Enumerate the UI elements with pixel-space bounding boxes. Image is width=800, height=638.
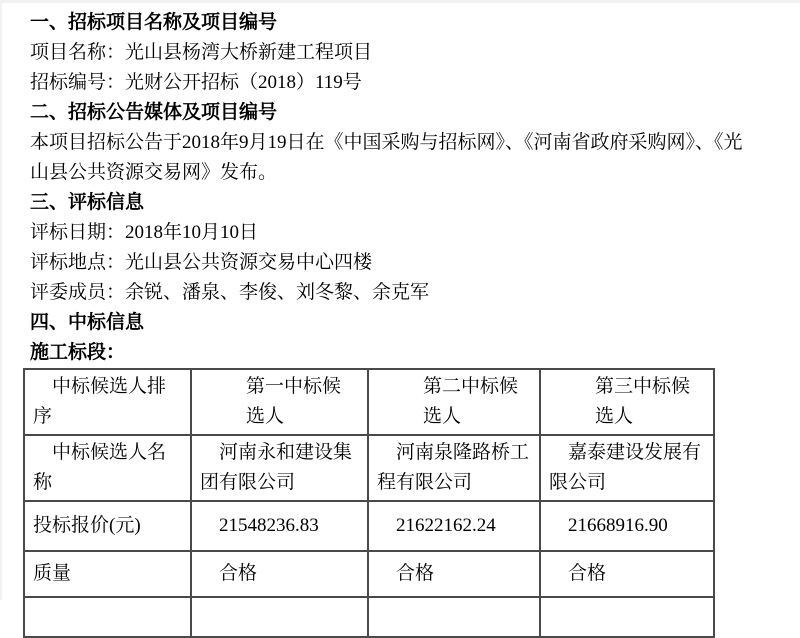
construction-section-subheading: 施工标段：: [30, 342, 126, 363]
table-cell-company-2: 河南泉隆路桥工程有限公司: [368, 435, 540, 501]
table-row-bid-price: [24, 501, 714, 551]
table-cell-company-1: 河南永和建设集团有限公司: [191, 435, 368, 501]
evaluation-date-line: 评标日期：2018年10月10日: [30, 222, 259, 243]
project-name-line: 项目名称：光山县杨湾大桥新建工程项目: [30, 42, 373, 63]
table-row-candidate-rank: [24, 369, 714, 435]
table-cell-rank-label: 中标候选人排序: [24, 369, 191, 435]
evaluation-committee-line: 评委成员：余锐、潘泉、李俊、刘冬黎、余克军: [30, 282, 430, 303]
table-cell-quality-1: 合格: [191, 551, 368, 597]
table-cell-quality-label: 质量: [24, 551, 191, 597]
table-cell-quality-3: 合格: [540, 551, 714, 597]
tender-number-line: 招标编号：光财公开招标（2018）119号: [30, 72, 362, 93]
announcement-paragraph: 本项目招标公告于2018年9月19日在《中国采购与招标网》、《河南省政府采购网》、《光山县公共资源交易网》发布。: [30, 132, 743, 183]
table-cell-name-label: 中标候选人名称: [24, 435, 191, 501]
table-row-clipped: [24, 597, 714, 637]
section1-heading: 一、招标项目名称及项目编号: [30, 12, 278, 33]
table-cell-price-2: 21622162.24: [368, 501, 540, 551]
table-cell-price-label: 投标报价(元): [24, 501, 191, 551]
table-row-candidate-names: [24, 435, 714, 501]
section4-heading: 四、中标信息: [30, 312, 145, 333]
table-cell-price-1: 21548236.83: [191, 501, 368, 551]
table-cell-company-3: 嘉泰建设发展有限公司: [540, 435, 714, 501]
table-cell-price-3: 21668916.90: [540, 501, 714, 551]
table-cell-quality-2: 合格: [368, 551, 540, 597]
section3-heading: 三、评标信息: [30, 192, 145, 213]
bid-candidates-table: [23, 368, 715, 638]
table-cell-second-candidate: 第二中标候选人: [368, 369, 540, 435]
evaluation-location-line: 评标地点：光山县公共资源交易中心四楼: [30, 252, 373, 273]
table-cell-third-candidate: 第三中标候选人: [540, 369, 714, 435]
table-row-quality: [24, 551, 714, 597]
table-cell-first-candidate: 第一中标候选人: [191, 369, 368, 435]
section2-heading: 二、招标公告媒体及项目编号: [30, 102, 278, 123]
